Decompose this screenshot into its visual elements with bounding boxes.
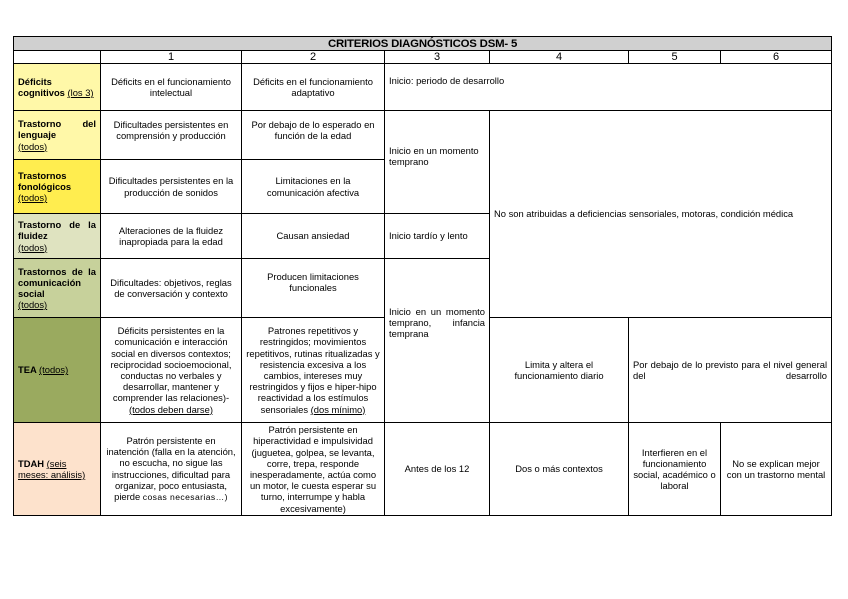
row-cognitivos xyxy=(14,64,832,111)
cell-lenguaje-2: Por debajo de lo esperado en función de la edad xyxy=(242,111,385,160)
row-header-tdah xyxy=(14,423,101,516)
row-label: TDAH xyxy=(18,457,45,469)
cell-text: Patrón persistente en inatención (falla en la atención, no escucha, no sigue las instrucciones, dificultad para organizar, poco entusiasta, pierde xyxy=(106,434,236,502)
row-sublabel: (todos) xyxy=(18,241,48,253)
cell-text: Patrones repetitivos y restringidos; movimientos repetitivos, rutinas ritualizadas y resistencia excesiva a los cambios, intereses muy restringidos y fijos e hiper-hipo reactividad a los estímulos sensoriales xyxy=(246,325,380,415)
col-number-1: 1 xyxy=(101,51,242,64)
row-sublabel: (todos) xyxy=(18,140,48,152)
cell-tea-5: Por debajo de lo previsto para el nivel general del desarrollo xyxy=(629,318,832,423)
row-header-comunicacion xyxy=(14,259,101,318)
cell-tail: cosas necesarias…) xyxy=(142,491,228,502)
cell-tdah-4: Dos o más contextos xyxy=(490,423,629,516)
row-sublabel: (todos) xyxy=(18,192,48,204)
cell-tdah-1 xyxy=(101,423,242,516)
cell-lenguaje-1: Dificultades persistentes en comprensión y producción xyxy=(101,111,242,160)
cell-fonologicos-2: Limitaciones en la comunicación afectiva xyxy=(242,160,385,214)
row-sublabel: (seis meses: análisis) xyxy=(18,457,86,480)
cell-tdah-5: Interfieren en el funcionamiento social, académico o laboral xyxy=(629,423,721,516)
row-tdah xyxy=(14,423,832,516)
cell-tdah-2: Patrón persistente en hiperactividad e impulsividad (juguetea, golpea, se levanta, corre, trepa, responde inesperadamente, actúa como un motor, le cuesta esperar su turno, interrumpe y habla excesivamente) xyxy=(242,423,385,516)
row-label: Déficits cognitivos xyxy=(18,75,65,98)
cell-tea-4: Limita y altera el funcionamiento diario xyxy=(490,318,629,423)
cell-cognitivos-3: Inicio: periodo de desarrollo xyxy=(385,64,832,111)
cell-fonologicos-1: Dificultades persistentes en la producción de sonidos xyxy=(101,160,242,214)
row-label: Trastornos de la comunicación social xyxy=(18,265,96,299)
cell-fluidez-1: Alteraciones de la fluidez inapropiada para la edad xyxy=(101,214,242,259)
cell-note: (todos deben darse) xyxy=(129,403,213,415)
col-number-5: 5 xyxy=(629,51,721,64)
cell-no-atribuidas: No son atribuidas a deficiencias sensoriales, motoras, condición médica xyxy=(490,111,832,318)
col-number-2: 2 xyxy=(242,51,385,64)
cell-cognitivos-2: Déficits en el funcionamiento adaptativo xyxy=(242,64,385,111)
cell-inicio-infancia: Inicio en un momento temprano, infancia temprana xyxy=(385,259,490,423)
cell-fluidez-3: Inicio tardío y lento xyxy=(385,214,490,259)
row-sublabel: (todos) xyxy=(39,364,69,376)
row-label: Trastorno del lenguaje xyxy=(18,118,96,141)
table-title: CRITERIOS DIAGNÓSTICOS DSM- 5 xyxy=(14,37,832,51)
cell-inicio-temprano: Inicio en un momento temprano xyxy=(385,111,490,214)
row-header-fonologicos xyxy=(14,160,101,214)
row-header-lenguaje xyxy=(14,111,101,160)
row-header-cognitivos xyxy=(14,64,101,111)
cell-cognitivos-1: Déficits en el funcionamiento intelectual xyxy=(101,64,242,111)
row-header-tea xyxy=(14,318,101,423)
cell-note: (dos mínimo) xyxy=(310,403,366,415)
cell-tea-1 xyxy=(101,318,242,423)
col-number-6: 6 xyxy=(721,51,832,64)
cell-tdah-3: Antes de los 12 xyxy=(385,423,490,516)
row-sublabel: (los 3) xyxy=(67,87,94,98)
cell-tdah-6: No se explican mejor con un trastorno mental xyxy=(721,423,832,516)
table-title-row xyxy=(14,37,832,51)
row-label: Trastorno de la fluidez xyxy=(18,219,96,242)
corner-cell xyxy=(14,51,101,64)
cell-tea-2 xyxy=(242,318,385,423)
row-lenguaje xyxy=(14,111,832,160)
row-label: Trastornos fonológicos xyxy=(18,169,72,192)
column-number-row xyxy=(14,51,832,64)
col-number-4: 4 xyxy=(490,51,629,64)
row-sublabel: (todos) xyxy=(18,299,48,311)
cell-comunicacion-1: Dificultades: objetivos, reglas de conversación y contexto xyxy=(101,259,242,318)
row-header-fluidez xyxy=(14,214,101,259)
cell-text: Déficits persistentes en la comunicación e interacción social en diversos contextos; reciprocidad socioemocional, conductas no verbales y desarrollar, mantener y comprender las relaciones)- xyxy=(110,325,232,404)
row-label: TEA xyxy=(18,364,37,376)
col-number-3: 3 xyxy=(385,51,490,64)
cell-comunicacion-2: Producen limitaciones funcionales xyxy=(242,259,385,318)
dsm5-criteria-table xyxy=(13,36,832,516)
cell-fluidez-2: Causan ansiedad xyxy=(242,214,385,259)
